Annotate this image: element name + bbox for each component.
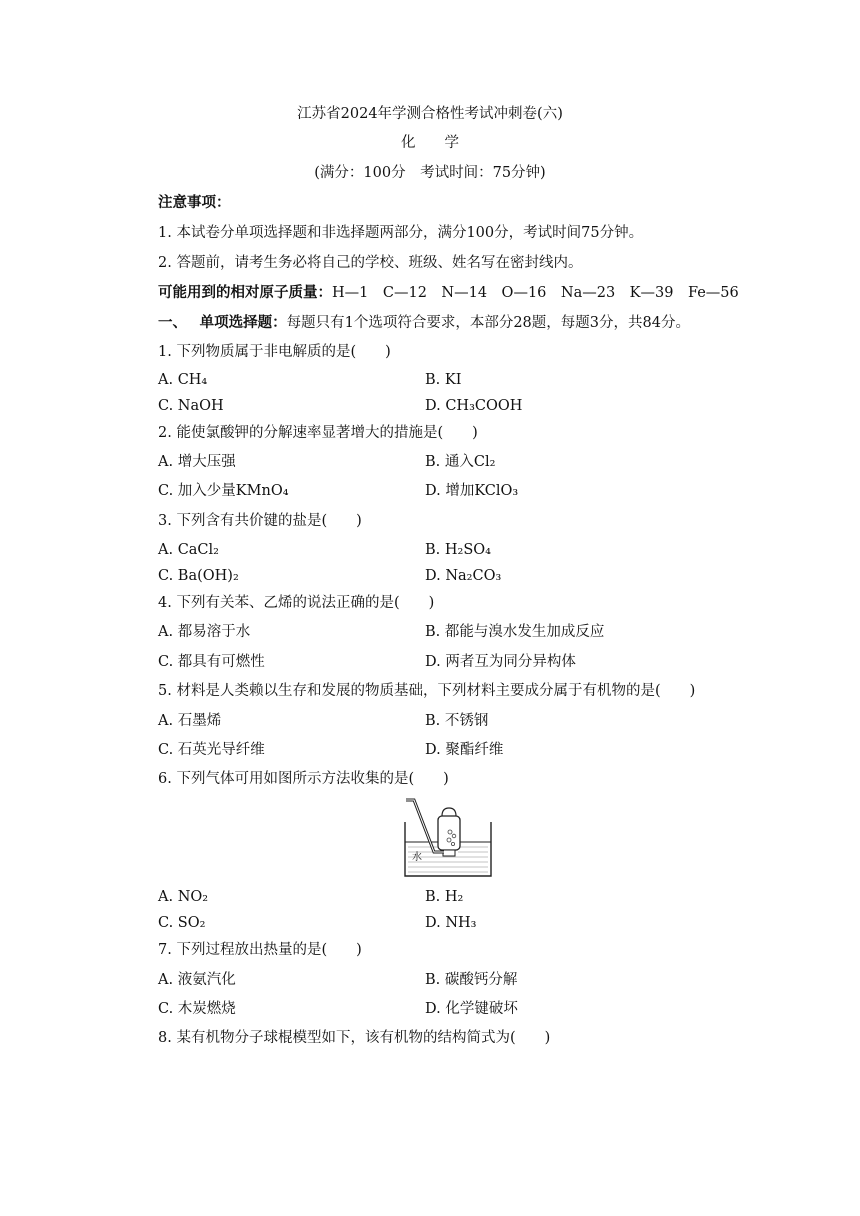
option-a: A. CaCl₂ <box>158 542 219 558</box>
option-d: D. CH₃COOH <box>425 398 523 414</box>
option-d: D. NH₃ <box>425 915 477 931</box>
question-stem: 7. 下列过程放出热量的是( ) <box>158 942 362 958</box>
option-d: D. 聚酯纤维 <box>425 742 504 758</box>
option-a: A. CH₄ <box>158 372 208 388</box>
option-a: A. 石墨烯 <box>158 713 222 729</box>
option-c: C. SO₂ <box>158 915 206 931</box>
option-d: D. 化学键破坏 <box>425 1001 518 1017</box>
note-item: 2. 答题前，请考生务必将自己的学校、班级、姓名写在密封线内。 <box>158 255 583 271</box>
option-c: C. NaOH <box>158 398 224 414</box>
question-stem: 2. 能使氯酸钾的分解速率显著增大的措施是( ) <box>158 425 478 441</box>
option-c: C. 加入少量KMnO₄ <box>158 483 289 499</box>
option-b: B. H₂SO₄ <box>425 542 491 558</box>
exam-title: 江苏省2024年学测合格性考试冲刺卷(六) <box>297 106 563 122</box>
option-b: B. 通入Cl₂ <box>425 454 496 470</box>
section-title: 单项选择题： <box>199 314 287 331</box>
water-label: 水 <box>412 852 422 863</box>
inverted-bottle <box>438 816 460 850</box>
section-number: 一、 <box>158 314 187 331</box>
note-item: 1. 本试卷分单项选择题和非选择题两部分，满分100分，考试时间75分钟。 <box>158 225 644 241</box>
question-stem: 3. 下列含有共价键的盐是( ) <box>158 513 362 529</box>
option-a: A. 都易溶于水 <box>158 624 251 640</box>
question-stem: 4. 下列有关苯、乙烯的说法正确的是( ) <box>158 595 435 611</box>
gas-collection-apparatus-figure <box>398 796 498 880</box>
option-d: D. 增加KClO₃ <box>425 483 519 499</box>
subject-title: 化 学 <box>401 135 459 151</box>
question-stem: 1. 下列物质属于非电解质的是( ) <box>158 344 391 360</box>
option-c: C. 石英光导纤维 <box>158 742 265 758</box>
option-d: D. 两者互为同分异构体 <box>425 654 576 670</box>
section-heading <box>158 313 690 333</box>
option-b: B. 都能与溴水发生加成反应 <box>425 624 605 640</box>
option-c: C. 木炭燃烧 <box>158 1001 236 1017</box>
option-d: D. Na₂CO₃ <box>425 568 502 584</box>
question-stem: 8. 某有机物分子球棍模型如下，该有机物的结构简式为( ) <box>158 1030 551 1046</box>
notes-heading: 注意事项： <box>158 194 231 211</box>
atomic-mass-label: 可能用到的相对原子质量： <box>158 284 332 301</box>
exam-info: (满分：100分 考试时间：75分钟) <box>314 165 546 181</box>
option-b: B. H₂ <box>425 889 464 905</box>
atomic-mass-line <box>158 283 739 303</box>
option-b: B. 碳酸钙分解 <box>425 972 518 988</box>
option-a: A. 液氨汽化 <box>158 972 236 988</box>
section-description: 每题只有1个选项符合要求，本部分28题，每题3分，共84分。 <box>286 315 690 331</box>
option-b: B. KI <box>425 372 462 388</box>
question-stem: 6. 下列气体可用如图所示方法收集的是( ) <box>158 771 449 787</box>
option-b: B. 不锈钢 <box>425 713 489 729</box>
atomic-mass-values: H—1 C—12 N—14 O—16 Na—23 K—39 Fe—56 <box>332 285 739 301</box>
option-c: C. Ba(OH)₂ <box>158 568 239 584</box>
option-a: A. NO₂ <box>158 889 209 905</box>
question-stem: 5. 材料是人类赖以生存和发展的物质基础，下列材料主要成分属于有机物的是( ) <box>158 683 696 699</box>
option-c: C. 都具有可燃性 <box>158 654 265 670</box>
option-a: A. 增大压强 <box>158 454 236 470</box>
